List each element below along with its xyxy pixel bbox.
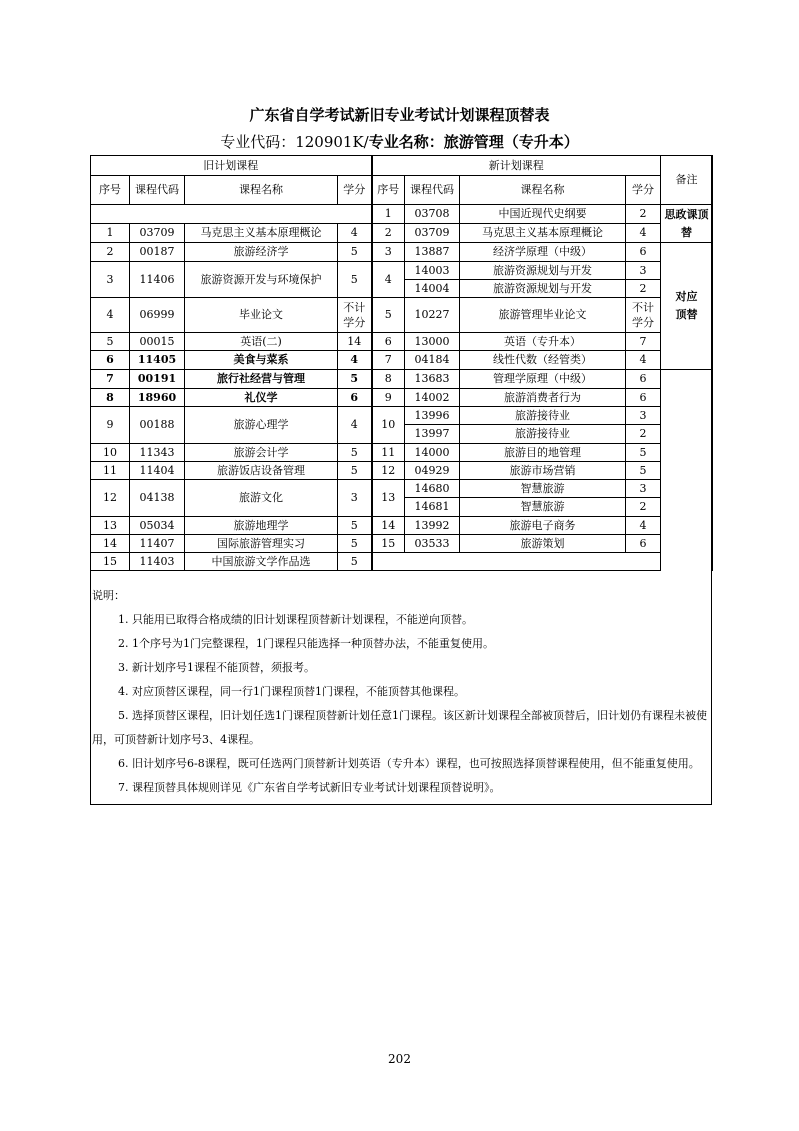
old-credit: 5 (338, 517, 372, 535)
old-name: 马克思主义基本原理概论 (185, 224, 338, 243)
old-code: 11405 (130, 351, 185, 370)
new-seq: 11 (372, 444, 405, 462)
old-credit: 4 (338, 407, 372, 444)
new-credit: 4 (626, 224, 661, 243)
old-plan-header: 旧计划课程 (91, 156, 372, 176)
old-code: 00187 (130, 243, 185, 262)
new-seq-header: 序号 (372, 176, 405, 205)
new-seq: 5 (372, 298, 405, 333)
new-credit: 3 (626, 480, 661, 498)
new-name: 旅游目的地管理 (460, 444, 626, 462)
old-name-header: 课程名称 (185, 176, 338, 205)
old-name: 旅游地理学 (185, 517, 338, 535)
new-code: 03708 (405, 205, 460, 224)
old-name: 毕业论文 (185, 298, 338, 333)
new-seq: 2 (372, 224, 405, 243)
old-name: 旅游文化 (185, 480, 338, 517)
old-code: 06999 (130, 298, 185, 333)
old-seq: 13 (91, 517, 130, 535)
table-header-row-2 (91, 176, 713, 205)
new-seq: 6 (372, 333, 405, 351)
old-code: 05034 (130, 517, 185, 535)
old-name: 旅行社经营与管理 (185, 370, 338, 389)
group-corresponding-replacement: 对应顶替 (661, 243, 713, 370)
old-seq-header: 序号 (91, 176, 130, 205)
note-item: 7. 课程顶替具体规则详见《广东省自学考试新旧专业考试计划课程顶替说明》。 (118, 781, 501, 794)
table-row (91, 535, 713, 553)
new-code: 14003 (405, 262, 460, 280)
old-code: 04138 (130, 480, 185, 517)
table-row (91, 407, 713, 425)
new-name: 智慧旅游 (460, 498, 626, 517)
old-seq: 3 (91, 262, 130, 298)
empty-new-cell (372, 553, 661, 571)
new-code: 13997 (405, 425, 460, 444)
old-credit: 5 (338, 462, 372, 480)
note-item: 2. 1个序号为1门完整课程，1门课程只能选择一种顶替办法，不能重复使用。 (118, 637, 494, 650)
old-code: 00188 (130, 407, 185, 444)
document-title: 广东省自学考试新旧专业考试计划课程顶替表 (249, 106, 550, 124)
old-credit: 14 (338, 333, 372, 351)
new-code: 04184 (405, 351, 460, 370)
new-name: 管理学原理（中级） (460, 370, 626, 389)
old-credit: 5 (338, 444, 372, 462)
new-code: 13887 (405, 243, 460, 262)
old-name: 旅游饭店设备管理 (185, 462, 338, 480)
new-seq: 3 (372, 243, 405, 262)
new-name: 旅游接待业 (460, 425, 626, 444)
new-credit: 4 (626, 517, 661, 535)
old-code: 18960 (130, 389, 185, 407)
new-code: 13992 (405, 517, 460, 535)
old-credit: 不计学分 (338, 298, 372, 333)
new-credit: 5 (626, 444, 661, 462)
old-credit: 5 (338, 262, 372, 298)
new-name: 英语（专升本） (460, 333, 626, 351)
note-item: 4. 对应顶替区课程，同一行1门课程顶替1门课程，不能顶替其他课程。 (118, 685, 465, 698)
new-code: 14002 (405, 389, 460, 407)
new-name: 旅游管理毕业论文 (460, 298, 626, 333)
table-row (91, 480, 713, 498)
table-row (91, 224, 713, 243)
table-row (91, 517, 713, 535)
old-seq: 8 (91, 389, 130, 407)
new-credit: 6 (626, 370, 661, 389)
new-credit-header: 学分 (626, 176, 661, 205)
old-seq: 6 (91, 351, 130, 370)
new-credit: 2 (626, 205, 661, 224)
old-credit: 6 (338, 389, 372, 407)
old-credit: 5 (338, 553, 372, 571)
old-code-header: 课程代码 (130, 176, 185, 205)
table-row (91, 205, 713, 224)
old-credit: 5 (338, 370, 372, 389)
note-item: 6. 旧计划序号6-8课程，既可任选两门顶替新计划英语（专升本）课程，也可按照选择顶替课程使用，但不能重复使用。 (118, 757, 700, 770)
old-seq: 11 (91, 462, 130, 480)
old-seq: 5 (91, 333, 130, 351)
new-seq: 4 (372, 262, 405, 298)
major-name: 专业名称：旅游管理（专升本） (368, 133, 579, 151)
new-name: 旅游资源规划与开发 (460, 262, 626, 280)
new-code: 14680 (405, 480, 460, 498)
new-credit: 3 (626, 407, 661, 425)
new-credit: 不计学分 (626, 298, 661, 333)
old-code: 03709 (130, 224, 185, 243)
old-code: 11343 (130, 444, 185, 462)
new-credit: 4 (626, 351, 661, 370)
new-seq: 1 (372, 205, 405, 224)
old-name: 礼仪学 (185, 389, 338, 407)
course-replacement-table (90, 155, 713, 571)
old-credit-header: 学分 (338, 176, 372, 205)
old-name: 旅游会计学 (185, 444, 338, 462)
table-row (91, 553, 713, 571)
old-seq: 15 (91, 553, 130, 571)
new-code: 13996 (405, 407, 460, 425)
new-credit: 2 (626, 498, 661, 517)
old-name: 旅游资源开发与环境保护 (185, 262, 338, 298)
new-plan-header: 新计划课程 (372, 156, 661, 176)
new-name: 旅游资源规划与开发 (460, 280, 626, 298)
new-code: 14681 (405, 498, 460, 517)
new-name: 经济学原理（中级） (460, 243, 626, 262)
old-name: 旅游心理学 (185, 407, 338, 444)
new-seq: 15 (372, 535, 405, 553)
new-code: 04929 (405, 462, 460, 480)
old-name: 英语(二) (185, 333, 338, 351)
page-number: 202 (388, 1052, 411, 1066)
table-row (91, 444, 713, 462)
new-credit: 2 (626, 425, 661, 444)
notes-label: 说明： (92, 589, 125, 602)
old-code: 11403 (130, 553, 185, 571)
old-credit: 5 (338, 535, 372, 553)
old-name: 中国旅游文学作品选 (185, 553, 338, 571)
new-code: 14000 (405, 444, 460, 462)
new-credit: 6 (626, 243, 661, 262)
new-name: 旅游电子商务 (460, 517, 626, 535)
old-seq: 7 (91, 370, 130, 389)
old-credit: 4 (338, 224, 372, 243)
note-item: 5. 选择顶替区课程，旧计划任选1门课程顶替新计划任意1门课程。该区新计划课程全部被顶替后，旧计划仍有课程未被使用，可顶替新计划序号3、4课程。 (92, 709, 707, 746)
old-seq: 12 (91, 480, 130, 517)
new-code: 13683 (405, 370, 460, 389)
old-code: 00015 (130, 333, 185, 351)
new-seq: 10 (372, 407, 405, 444)
new-credit: 6 (626, 389, 661, 407)
new-name: 旅游市场营销 (460, 462, 626, 480)
document-subtitle (0, 131, 799, 152)
new-seq: 13 (372, 480, 405, 517)
old-credit: 3 (338, 480, 372, 517)
new-name: 旅游策划 (460, 535, 626, 553)
old-credit: 4 (338, 351, 372, 370)
table-row (91, 243, 713, 262)
old-name: 美食与菜系 (185, 351, 338, 370)
major-code: 专业代码：120901K/ (220, 133, 369, 151)
note-item: 3. 新计划序号1课程不能顶替，须报考。 (118, 661, 315, 674)
table-row (91, 351, 713, 370)
new-code: 03533 (405, 535, 460, 553)
new-name: 马克思主义基本原理概论 (460, 224, 626, 243)
new-seq: 12 (372, 462, 405, 480)
table-header-row-1 (91, 156, 713, 176)
table-row (91, 262, 713, 280)
table-row (91, 389, 713, 407)
new-seq: 8 (372, 370, 405, 389)
new-credit: 5 (626, 462, 661, 480)
notes-section (92, 584, 708, 800)
group-ideology-replacement: 思政课顶替 (661, 205, 713, 243)
new-code: 13000 (405, 333, 460, 351)
table-row (91, 370, 713, 389)
new-seq: 7 (372, 351, 405, 370)
table-row (91, 462, 713, 480)
new-name: 旅游接待业 (460, 407, 626, 425)
old-seq: 4 (91, 298, 130, 333)
new-seq: 14 (372, 517, 405, 535)
old-name: 旅游经济学 (185, 243, 338, 262)
new-code: 14004 (405, 280, 460, 298)
old-name: 国际旅游管理实习 (185, 535, 338, 553)
remark-header: 备注 (661, 156, 713, 205)
old-code: 11404 (130, 462, 185, 480)
old-code: 11406 (130, 262, 185, 298)
new-code: 03709 (405, 224, 460, 243)
new-name: 线性代数（经管类） (460, 351, 626, 370)
table-row (91, 333, 713, 351)
new-code-header: 课程代码 (405, 176, 460, 205)
new-name: 旅游消费者行为 (460, 389, 626, 407)
old-seq: 2 (91, 243, 130, 262)
new-credit: 6 (626, 535, 661, 553)
new-credit: 3 (626, 262, 661, 280)
new-name: 智慧旅游 (460, 480, 626, 498)
old-credit: 5 (338, 243, 372, 262)
new-seq: 9 (372, 389, 405, 407)
old-seq: 10 (91, 444, 130, 462)
new-credit: 2 (626, 280, 661, 298)
old-seq: 14 (91, 535, 130, 553)
old-code: 00191 (130, 370, 185, 389)
empty-old-cell (91, 205, 372, 224)
old-seq: 1 (91, 224, 130, 243)
old-seq: 9 (91, 407, 130, 444)
new-name: 中国近现代史纲要 (460, 205, 626, 224)
new-name-header: 课程名称 (460, 176, 626, 205)
table-row (91, 298, 713, 333)
old-code: 11407 (130, 535, 185, 553)
new-credit: 7 (626, 333, 661, 351)
note-item: 1. 只能用已取得合格成绩的旧计划课程顶替新计划课程，不能逆向顶替。 (118, 613, 473, 626)
new-code: 10227 (405, 298, 460, 333)
